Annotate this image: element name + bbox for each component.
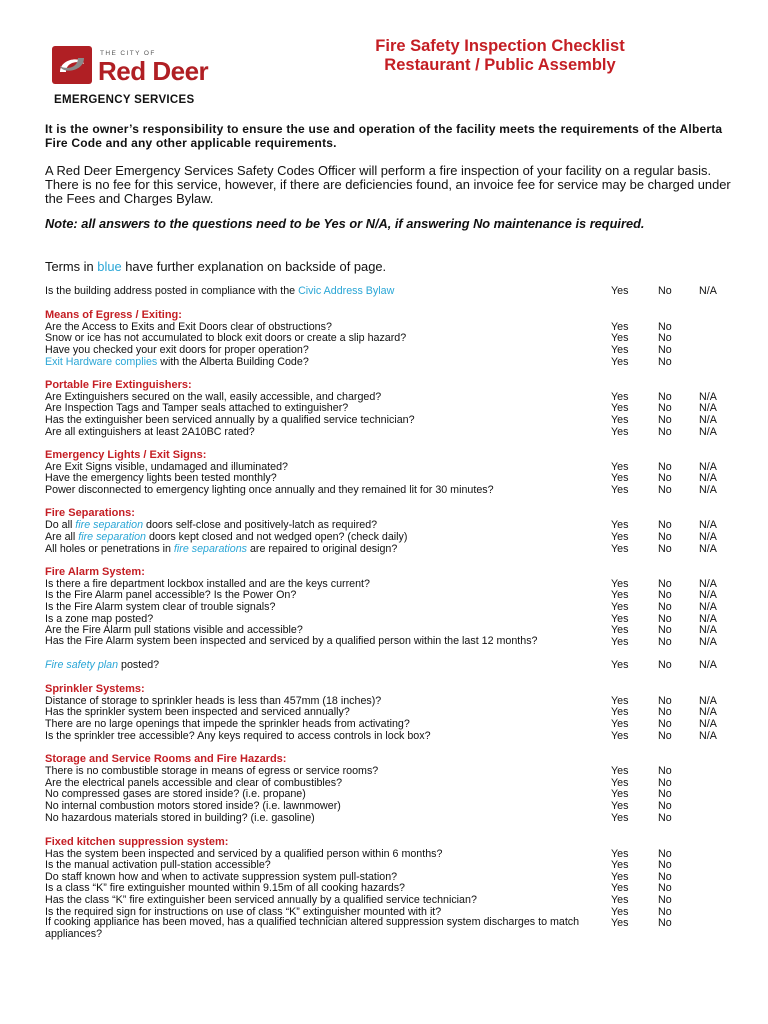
question-text: Have you checked your exit doors for proper operation?	[45, 344, 309, 356]
answer-na[interactable]: N/A	[699, 695, 717, 707]
checklist-row	[45, 426, 735, 438]
checklist-row	[45, 332, 735, 344]
terms-blue-word: blue	[97, 259, 122, 274]
question-text: Power disconnected to emergency lighting once annually and they remained lit for 30 minutes?	[45, 484, 494, 496]
question-pre: All holes or penetrations in	[45, 543, 174, 555]
question-text: Has the extinguisher been serviced annually by a qualified service technician?	[45, 414, 415, 426]
checklist-row	[45, 356, 735, 368]
civic-address-bylaw-link[interactable]: Civic Address Bylaw	[298, 285, 395, 297]
answer-yes[interactable]: Yes	[611, 578, 629, 590]
responsibility-paragraph: It is the owner’s responsibility to ensure the use and operation of the facility meets the requirements of the Alberta Fire Code and any other applicable requirements.	[45, 122, 723, 150]
checklist-row	[45, 917, 735, 940]
answer-yes[interactable]: Yes	[611, 659, 629, 671]
checklist-row	[45, 484, 735, 496]
question-text: Is a zone map posted?	[45, 613, 154, 625]
answer-no[interactable]: No	[658, 894, 672, 906]
answer-no[interactable]: No	[658, 730, 672, 742]
answer-no[interactable]: No	[658, 613, 672, 625]
answer-no[interactable]: No	[658, 578, 672, 590]
question-pre: Is the building address posted in compliance with the	[45, 285, 299, 297]
answer-no[interactable]: No	[658, 695, 672, 707]
question-text: Are the electrical panels accessible and clear of combustibles?	[45, 777, 343, 789]
question-text: Do staff known how and when to activate suppression system pull-station?	[45, 871, 398, 883]
answer-no[interactable]: No	[658, 589, 672, 601]
question-post: are repaired to original design?	[247, 543, 398, 555]
question-text: Is the required sign for instructions on use of class “K” extinguisher mounted with it?	[45, 906, 442, 918]
answer-no[interactable]: No	[658, 859, 672, 871]
answer-yes[interactable]: Yes	[611, 601, 629, 613]
note-paragraph: Note: all answers to the questions need to be Yes or N/A, if answering No maintenance is required.	[45, 216, 645, 231]
question-text: Is the Fire Alarm panel accessible? Is the Power On?	[45, 589, 297, 601]
question-pre: Are all	[45, 531, 79, 543]
answer-yes[interactable]: Yes	[611, 730, 629, 742]
answer-no[interactable]: No	[658, 472, 672, 484]
answer-no[interactable]: No	[658, 543, 672, 555]
answer-na[interactable]: N/A	[699, 402, 717, 414]
answer-yes[interactable]: Yes	[611, 414, 629, 426]
question-post: doors kept closed and not wedged open? (check daily)	[146, 531, 408, 543]
terms-post: have further explanation on backside of page.	[121, 259, 387, 274]
red-deer-swirl-logo-icon	[52, 46, 92, 84]
question-text: Are the Fire Alarm pull stations visible and accessible?	[45, 624, 303, 636]
checklist-row	[45, 718, 735, 730]
checklist-row	[45, 414, 735, 426]
question-text: Is the manual activation pull-station accessible?	[45, 859, 271, 871]
answer-na[interactable]: N/A	[699, 414, 717, 426]
checklist-row	[45, 812, 735, 824]
answer-no[interactable]: No	[658, 461, 672, 473]
question-text: Are Extinguishers secured on the wall, easily accessible, and charged?	[45, 391, 382, 403]
answer-no[interactable]: No	[658, 356, 672, 368]
answer-no[interactable]: No	[658, 906, 672, 918]
question-text: Is the Fire Alarm system clear of trouble signals?	[45, 601, 276, 613]
checklist-row	[45, 402, 735, 414]
department-name: EMERGENCY SERVICES	[54, 94, 195, 106]
answer-yes[interactable]: Yes	[611, 871, 629, 883]
page-title: Fire Safety Inspection Checklist	[375, 37, 625, 55]
question-text: Have the emergency lights been tested monthly?	[45, 472, 277, 484]
answer-no[interactable]: No	[658, 706, 672, 718]
checklist-row	[45, 765, 735, 777]
answer-no[interactable]: No	[658, 636, 672, 648]
answer-no[interactable]: No	[658, 788, 672, 800]
fire-separations-link[interactable]: fire separations	[173, 543, 247, 555]
answer-yes[interactable]: Yes	[611, 589, 629, 601]
answer-yes[interactable]: Yes	[611, 917, 629, 929]
section-heading-sprinkler: Sprinkler Systems:	[45, 683, 145, 695]
checklist-row	[45, 601, 735, 613]
checklist-row	[45, 800, 735, 812]
answer-no[interactable]: No	[658, 344, 672, 356]
terms-pre: Terms in	[45, 259, 98, 274]
question-post: posted?	[118, 659, 160, 671]
checklist-row	[45, 706, 735, 718]
answer-na[interactable]: N/A	[699, 426, 717, 438]
question-text: There is no combustible storage in means of egress or service rooms?	[45, 765, 379, 777]
checklist-row-address	[45, 285, 735, 297]
answer-no[interactable]: No	[658, 391, 672, 403]
answer-yes[interactable]: Yes	[611, 321, 629, 333]
checklist-row	[45, 882, 735, 894]
answer-yes[interactable]: Yes	[611, 332, 629, 344]
fire-separation-link[interactable]: fire separation	[75, 519, 144, 531]
question-text: Has the Fire Alarm system been inspected and serviced by a qualified person within the last 12 months?	[45, 635, 538, 647]
question-text: No internal combustion motors stored inside? (i.e. lawnmower)	[45, 800, 341, 812]
exit-hardware-link[interactable]: Exit Hardware complies	[45, 356, 158, 368]
answer-yes[interactable]: Yes	[611, 859, 629, 871]
brand-name: Red Deer	[98, 56, 209, 86]
question-text	[45, 531, 590, 543]
section-heading-fire-separations: Fire Separations:	[45, 507, 135, 519]
answer-yes[interactable]: Yes	[611, 344, 629, 356]
question-text: Are the Access to Exits and Exit Doors clear of obstructions?	[45, 321, 332, 333]
answer-yes[interactable]: Yes	[611, 624, 629, 636]
checklist-row	[45, 859, 735, 871]
question-text: No compressed gases are stored inside? (i.e. propane)	[45, 788, 306, 800]
answer-no[interactable]: No	[658, 414, 672, 426]
answer-yes[interactable]: Yes	[611, 426, 629, 438]
answer-yes[interactable]: Yes	[611, 800, 629, 812]
answer-no[interactable]: No	[658, 871, 672, 883]
fire-separation-link[interactable]: fire separation	[78, 531, 146, 543]
answer-no[interactable]: No	[658, 777, 672, 789]
checklist-row	[45, 589, 735, 601]
answer-yes[interactable]: Yes	[611, 777, 629, 789]
question-post: doors self-close and positively-latch as required?	[143, 519, 378, 531]
answer-no[interactable]: No	[658, 624, 672, 636]
checklist-row	[45, 472, 735, 484]
checklist-row	[45, 531, 735, 543]
question-text: Has the system been inspected and serviced by a qualified person within 6 months?	[45, 848, 443, 860]
answer-no[interactable]: No	[658, 484, 672, 496]
question-text: Is a class “K” fire extinguisher mounted within 9.15m of all cooking hazards?	[45, 882, 405, 894]
answer-na[interactable]: N/A	[699, 391, 717, 403]
answer-yes[interactable]: Yes	[611, 906, 629, 918]
page-header	[0, 0, 768, 110]
answer-yes[interactable]: Yes	[611, 788, 629, 800]
answer-no[interactable]: No	[658, 402, 672, 414]
answer-no[interactable]: No	[658, 848, 672, 860]
question-text	[45, 519, 590, 531]
answer-no[interactable]: No	[658, 426, 672, 438]
answer-na[interactable]: N/A	[699, 543, 717, 555]
answer-yes[interactable]: Yes	[611, 882, 629, 894]
answer-no[interactable]: No	[658, 765, 672, 777]
answer-na[interactable]: N/A	[699, 531, 717, 543]
answer-yes[interactable]: Yes	[611, 391, 629, 403]
section-heading-extinguishers: Portable Fire Extinguishers:	[45, 379, 192, 391]
question-text	[45, 356, 590, 368]
answer-yes[interactable]: Yes	[611, 812, 629, 824]
answer-na[interactable]: N/A	[699, 578, 717, 590]
question-text	[45, 285, 590, 297]
answer-na[interactable]: N/A	[699, 730, 717, 742]
answer-yes[interactable]: Yes	[611, 484, 629, 496]
section-heading-emergency-lights: Emergency Lights / Exit Signs:	[45, 449, 207, 461]
section-heading-egress: Means of Egress / Exiting:	[45, 309, 182, 321]
checklist-row	[45, 519, 735, 531]
answer-na[interactable]: N/A	[699, 285, 717, 297]
answer-yes[interactable]: Yes	[611, 356, 629, 368]
question-text: Distance of storage to sprinkler heads is less than 457mm (18 inches)?	[45, 695, 382, 707]
answer-yes[interactable]: Yes	[611, 285, 629, 297]
answer-na[interactable]: N/A	[699, 461, 717, 473]
answer-na[interactable]: N/A	[699, 636, 717, 648]
checklist-row	[45, 636, 735, 659]
checklist-row	[45, 543, 735, 555]
question-text: Has the class “K” fire extinguisher been serviced annually by a qualified service technician?	[45, 894, 477, 906]
answer-yes[interactable]: Yes	[611, 636, 629, 648]
checklist-row	[45, 894, 735, 906]
answer-no[interactable]: No	[658, 285, 672, 297]
fire-safety-plan-link[interactable]: Fire safety plan	[45, 659, 119, 671]
question-text	[45, 543, 590, 555]
answer-yes[interactable]: Yes	[611, 848, 629, 860]
question-text: No hazardous materials stored in building? (i.e. gasoline)	[45, 812, 315, 824]
answer-yes[interactable]: Yes	[611, 765, 629, 777]
question-pre: Do all	[45, 519, 76, 531]
answer-yes[interactable]: Yes	[611, 531, 629, 543]
answer-na[interactable]: N/A	[699, 484, 717, 496]
section-heading-storage: Storage and Service Rooms and Fire Hazards:	[45, 753, 287, 765]
answer-no[interactable]: No	[658, 519, 672, 531]
answer-na[interactable]: N/A	[699, 589, 717, 601]
question-text: Snow or ice has not accumulated to block exit doors or create a slip hazard?	[45, 332, 407, 344]
answer-yes[interactable]: Yes	[611, 519, 629, 531]
question-text: Has the sprinkler system been inspected and serviced annually?	[45, 706, 350, 718]
answer-na[interactable]: N/A	[699, 472, 717, 484]
answer-na[interactable]: N/A	[699, 519, 717, 531]
checklist-row	[45, 788, 735, 800]
section-heading-kitchen-suppression: Fixed kitchen suppression system:	[45, 836, 229, 848]
answer-yes[interactable]: Yes	[611, 613, 629, 625]
terms-paragraph	[45, 260, 735, 274]
answer-na[interactable]: N/A	[699, 706, 717, 718]
answer-no[interactable]: No	[658, 321, 672, 333]
answer-no[interactable]: No	[658, 882, 672, 894]
question-text: Are Exit Signs visible, undamaged and illuminated?	[45, 461, 288, 473]
answer-na[interactable]: N/A	[699, 624, 717, 636]
answer-na[interactable]: N/A	[699, 718, 717, 730]
question-text: There are no large openings that impede the sprinkler heads from activating?	[45, 718, 410, 730]
question-text	[45, 659, 590, 671]
checklist-row	[45, 730, 735, 742]
answer-no[interactable]: No	[658, 659, 672, 671]
answer-yes[interactable]: Yes	[611, 461, 629, 473]
answer-yes[interactable]: Yes	[611, 695, 629, 707]
answer-yes[interactable]: Yes	[611, 402, 629, 414]
answer-na[interactable]: N/A	[699, 659, 717, 671]
answer-na[interactable]: N/A	[699, 601, 717, 613]
answer-yes[interactable]: Yes	[611, 543, 629, 555]
answer-no[interactable]: No	[658, 332, 672, 344]
question-text: If cooking appliance has been moved, has a qualified technician altered suppression system discharges to match appliances?	[45, 916, 580, 940]
checklist-row	[45, 344, 735, 356]
city-of-label: THE CITY OF	[100, 50, 156, 57]
answer-no[interactable]: No	[658, 531, 672, 543]
answer-yes[interactable]: Yes	[611, 706, 629, 718]
answer-yes[interactable]: Yes	[611, 894, 629, 906]
answer-no[interactable]: No	[658, 917, 672, 929]
answer-no[interactable]: No	[658, 812, 672, 824]
answer-na[interactable]: N/A	[699, 613, 717, 625]
page-subtitle: Restaurant / Public Assembly	[384, 56, 616, 74]
answer-yes[interactable]: Yes	[611, 472, 629, 484]
inspection-paragraph: A Red Deer Emergency Services Safety Codes Officer will perform a fire inspection of your facility on a regular basis. There is no fee for this service, however, if there are deficiencies found, an invoice fee for service may be charged under the Fees and Charges Bylaw.	[45, 163, 731, 206]
section-heading-fire-alarm: Fire Alarm System:	[45, 566, 145, 578]
question-text: Is there a fire department lockbox installed and are the keys current?	[45, 578, 370, 590]
answer-no[interactable]: No	[658, 601, 672, 613]
question-text: Are all extinguishers at least 2A10BC rated?	[45, 426, 255, 438]
question-text: Are Inspection Tags and Tamper seals attached to extinguisher?	[45, 402, 349, 414]
answer-yes[interactable]: Yes	[611, 718, 629, 730]
answer-no[interactable]: No	[658, 718, 672, 730]
question-post: with the Alberta Building Code?	[157, 356, 309, 368]
answer-no[interactable]: No	[658, 800, 672, 812]
checklist-row	[45, 659, 735, 671]
question-text: Is the sprinkler tree accessible? Any keys required to access controls in lock box?	[45, 730, 431, 742]
